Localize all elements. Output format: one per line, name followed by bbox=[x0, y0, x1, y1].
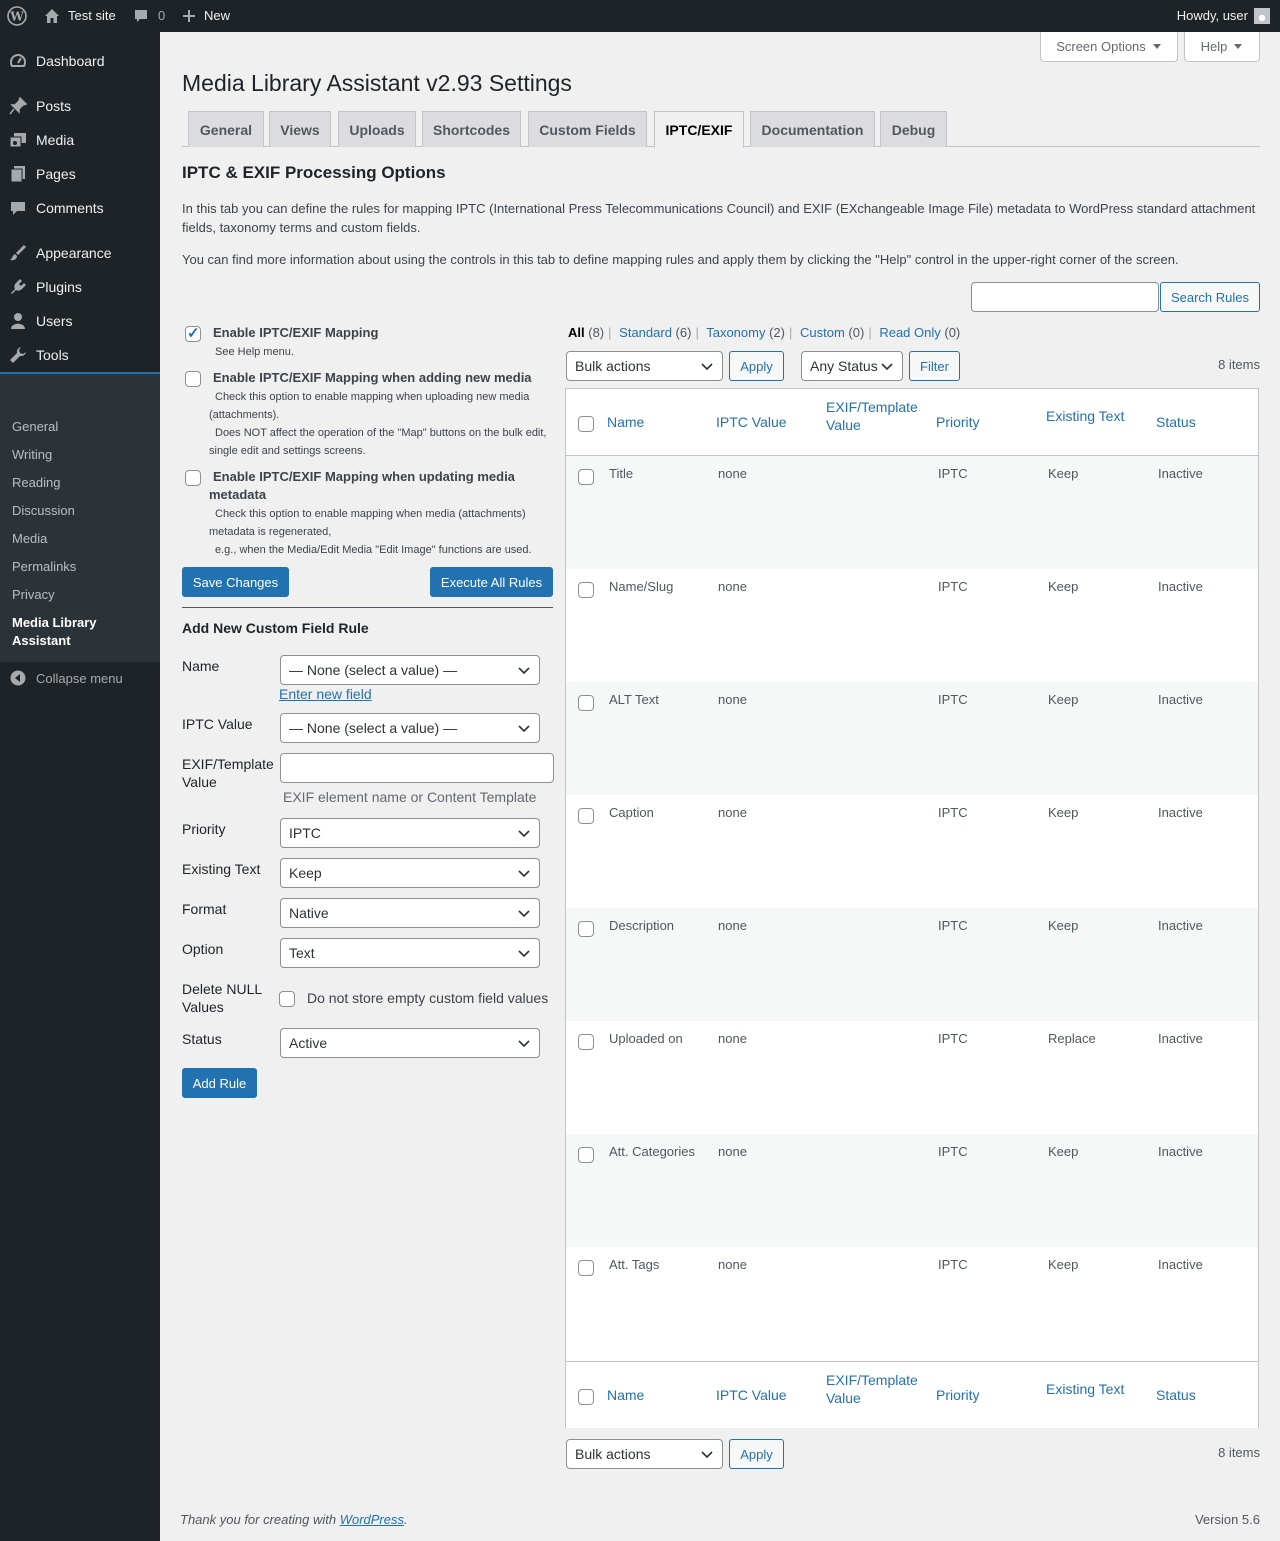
select-all-checkbox[interactable] bbox=[578, 1389, 594, 1405]
option-description: See Help menu. bbox=[215, 346, 294, 358]
submenu-reading[interactable]: Reading bbox=[12, 475, 61, 490]
submenu-discussion[interactable]: Discussion bbox=[12, 503, 75, 518]
my-account-link[interactable] bbox=[1177, 0, 1270, 32]
admin-bar bbox=[0, 0, 1280, 32]
submenu-privacy[interactable]: Privacy bbox=[12, 587, 55, 602]
pin-icon bbox=[0, 97, 36, 115]
menu-users[interactable] bbox=[0, 304, 160, 338]
add-rule-button[interactable]: Add Rule bbox=[182, 1068, 257, 1098]
submenu-general[interactable]: General bbox=[12, 419, 59, 434]
table-row bbox=[566, 908, 1258, 1021]
select-value: IPTC bbox=[289, 825, 321, 841]
menu-label: Appearance bbox=[36, 245, 112, 261]
site-name-link[interactable] bbox=[44, 0, 116, 32]
iptc-value-label: IPTC Value bbox=[182, 716, 253, 732]
menu-label: Users bbox=[36, 313, 73, 329]
enable-mapping-update-checkbox[interactable] bbox=[185, 470, 201, 486]
divider bbox=[182, 607, 553, 608]
cell-iptc-value: none bbox=[718, 1031, 747, 1046]
cell-priority: IPTC bbox=[938, 692, 968, 707]
cell-status: Inactive bbox=[1158, 1257, 1203, 1272]
cell-priority: IPTC bbox=[938, 805, 968, 820]
table-row bbox=[566, 569, 1258, 682]
table-row bbox=[566, 456, 1258, 569]
collapse-label: Collapse menu bbox=[36, 670, 123, 686]
new-label: New bbox=[204, 8, 231, 23]
search-rules-button[interactable]: Search Rules bbox=[1160, 282, 1260, 312]
tab-custom-fields[interactable]: Custom Fields bbox=[528, 111, 647, 147]
page-title: Media Library Assistant v2.93 Settings bbox=[182, 70, 572, 96]
menu-appearance[interactable] bbox=[0, 236, 160, 270]
cell-status: Inactive bbox=[1158, 1031, 1203, 1046]
help-button[interactable] bbox=[1184, 32, 1260, 62]
row-checkbox[interactable] bbox=[578, 1147, 594, 1163]
option-label: Enable IPTC/EXIF Mapping bbox=[213, 325, 379, 340]
select-value: Bulk actions bbox=[575, 358, 651, 374]
cell-priority: IPTC bbox=[938, 1257, 968, 1272]
table-footer bbox=[566, 1361, 1258, 1428]
row-checkbox[interactable] bbox=[578, 1260, 594, 1276]
name-select[interactable] bbox=[280, 655, 540, 685]
option-label: Option bbox=[182, 941, 224, 957]
cell-existing-text: Replace bbox=[1048, 1031, 1096, 1046]
existing-text-label: Existing Text bbox=[182, 861, 261, 877]
chevron-down-icon bbox=[700, 359, 714, 373]
caret-down-icon bbox=[1233, 39, 1243, 54]
submenu-permalinks[interactable]: Permalinks bbox=[12, 559, 77, 574]
settings-tabs bbox=[182, 111, 1260, 147]
menu-dashboard[interactable] bbox=[0, 44, 160, 78]
column-existing-text[interactable]: Existing Text bbox=[1046, 408, 1125, 424]
cell-existing-text: Keep bbox=[1048, 1257, 1079, 1272]
chevron-down-icon bbox=[517, 1036, 531, 1050]
items-count: 8 items bbox=[1218, 357, 1260, 372]
help-label: Help bbox=[1200, 39, 1228, 54]
cell-iptc-value: none bbox=[718, 805, 747, 820]
chevron-down-icon bbox=[517, 946, 531, 960]
rules-table bbox=[565, 388, 1259, 1428]
menu-label: Posts bbox=[36, 98, 72, 114]
select-value: — None (select a value) — bbox=[289, 720, 458, 736]
cell-status: Inactive bbox=[1158, 579, 1203, 594]
view-count: (0) bbox=[944, 325, 961, 340]
menu-label: Plugins bbox=[36, 279, 82, 295]
select-value: Bulk actions bbox=[575, 1446, 651, 1462]
cell-priority: IPTC bbox=[938, 918, 968, 933]
menu-label: Pages bbox=[36, 166, 76, 182]
existing-text-select[interactable] bbox=[280, 858, 540, 888]
comments-count: 0 bbox=[158, 8, 166, 23]
option-description: Check this option to enable mapping when uploading new media (attachments). bbox=[209, 391, 530, 421]
user-icon bbox=[0, 312, 36, 330]
home-icon bbox=[44, 8, 60, 24]
admin-sidebar bbox=[0, 32, 160, 1541]
tab-debug[interactable]: Debug bbox=[880, 111, 947, 147]
status-select[interactable] bbox=[280, 1028, 540, 1058]
wrench-icon bbox=[0, 346, 36, 364]
admin-footer bbox=[180, 1512, 408, 1527]
view-count: (2) bbox=[769, 325, 785, 340]
exif-template-label: EXIF/Template Value bbox=[182, 756, 274, 790]
option-label: Enable IPTC/EXIF Mapping when adding new media bbox=[213, 370, 532, 385]
apply-button-bottom[interactable]: Apply bbox=[729, 1439, 784, 1469]
row-checkbox[interactable] bbox=[578, 695, 594, 711]
cell-name[interactable]: Name/Slug bbox=[609, 579, 674, 594]
cell-iptc-value: none bbox=[718, 579, 747, 594]
enter-new-field-link[interactable]: Enter new field bbox=[279, 686, 372, 702]
menu-comments[interactable] bbox=[0, 191, 160, 225]
cell-name[interactable]: Description bbox=[609, 918, 675, 933]
priority-select[interactable] bbox=[280, 818, 540, 848]
tab-documentation[interactable]: Documentation bbox=[750, 111, 875, 147]
plugin-icon bbox=[0, 278, 36, 296]
cell-status: Inactive bbox=[1158, 692, 1203, 707]
collapse-menu-button[interactable] bbox=[0, 661, 160, 695]
cell-status: Inactive bbox=[1158, 918, 1203, 933]
bulk-actions-select[interactable] bbox=[566, 351, 723, 381]
search-rules-input[interactable] bbox=[971, 282, 1159, 312]
section-title: IPTC & EXIF Processing Options bbox=[182, 163, 446, 182]
menu-plugins[interactable] bbox=[0, 270, 160, 304]
column-iptc-value[interactable]: IPTC Value bbox=[716, 1387, 787, 1403]
view-count: (0) bbox=[848, 325, 865, 340]
column-status[interactable]: Status bbox=[1156, 414, 1196, 430]
cell-name[interactable]: Uploaded on bbox=[609, 1031, 683, 1046]
submenu-media[interactable]: Media bbox=[12, 531, 48, 546]
cell-name[interactable]: Title bbox=[609, 466, 634, 481]
priority-label: Priority bbox=[182, 821, 226, 837]
row-checkbox[interactable] bbox=[578, 921, 594, 937]
select-value: Text bbox=[289, 945, 315, 961]
column-status[interactable]: Status bbox=[1156, 1387, 1196, 1403]
option-select[interactable] bbox=[280, 938, 540, 968]
brush-icon bbox=[0, 244, 36, 262]
select-value: Keep bbox=[289, 865, 322, 881]
svg-text:W: W bbox=[10, 9, 24, 24]
rule-views: All (8) | Standard (6) | Taxonomy (2) | Custom (0) | Read Only (0) bbox=[568, 325, 961, 340]
tab-general[interactable]: General bbox=[188, 111, 264, 147]
select-value: Native bbox=[289, 905, 329, 921]
table-row bbox=[566, 1021, 1258, 1134]
menu-label: Comments bbox=[36, 200, 104, 216]
cell-existing-text: Keep bbox=[1048, 805, 1079, 820]
items-count-bottom: 8 items bbox=[1218, 1445, 1260, 1460]
table-row bbox=[566, 1247, 1258, 1360]
cell-status: Inactive bbox=[1158, 1144, 1203, 1159]
table-row bbox=[566, 1134, 1258, 1247]
wordpress-link[interactable]: WordPress bbox=[339, 1512, 404, 1527]
cell-iptc-value: none bbox=[718, 1144, 747, 1159]
table-row bbox=[566, 682, 1258, 795]
column-exif-template-value[interactable]: EXIF/Template Value bbox=[826, 1372, 918, 1406]
column-existing-text[interactable]: Existing Text bbox=[1046, 1381, 1125, 1397]
tab-views[interactable]: Views bbox=[269, 111, 331, 147]
save-changes-button[interactable]: Save Changes bbox=[182, 567, 289, 597]
chevron-down-icon bbox=[517, 906, 531, 920]
view-standard-link[interactable]: Standard bbox=[619, 325, 672, 340]
add-rule-title: Add New Custom Field Rule bbox=[182, 620, 369, 636]
version-text: Version 5.6 bbox=[1194, 1512, 1260, 1527]
delete-null-label: Delete NULL Values bbox=[182, 981, 262, 1015]
chevron-down-icon bbox=[700, 1447, 714, 1461]
table-header bbox=[566, 389, 1258, 456]
chevron-down-icon bbox=[517, 866, 531, 880]
cell-name[interactable]: ALT Text bbox=[609, 692, 659, 707]
view-custom-link[interactable]: Custom bbox=[800, 325, 845, 340]
format-select[interactable] bbox=[280, 898, 540, 928]
execute-all-rules-button[interactable]: Execute All Rules bbox=[430, 567, 553, 597]
footer-suffix: . bbox=[404, 1512, 408, 1527]
row-checkbox[interactable] bbox=[578, 582, 594, 598]
option-description: e.g., when the Media/Edit Media "Edit Image" functions are used. bbox=[215, 544, 532, 556]
caret-down-icon bbox=[1152, 39, 1162, 54]
column-name[interactable]: Name bbox=[607, 1387, 645, 1403]
menu-label: Media bbox=[36, 132, 75, 148]
media-icon bbox=[0, 131, 36, 149]
column-name[interactable]: Name bbox=[607, 414, 645, 430]
chevron-down-icon bbox=[517, 721, 531, 735]
chevron-down-icon bbox=[517, 663, 531, 677]
view-all-link[interactable]: All bbox=[568, 325, 585, 340]
comment-icon bbox=[0, 199, 36, 217]
row-checkbox[interactable] bbox=[578, 808, 594, 824]
view-count: (6) bbox=[675, 325, 692, 340]
help-paragraph: You can find more information about using the controls in this tab to define mapping rules and apply them by clicking the "Help" control in the upper-right corner of the screen. bbox=[182, 252, 1179, 267]
tab-uploads[interactable]: Uploads bbox=[338, 111, 416, 147]
select-value: Active bbox=[289, 1035, 328, 1051]
select-value: Any Status bbox=[810, 358, 878, 374]
enable-mapping-new-media-checkbox[interactable] bbox=[185, 371, 201, 387]
wordpress-logo-icon[interactable] bbox=[7, 0, 27, 32]
option-description: Check this option to enable mapping when media (attachments) metadata is regenerated, bbox=[209, 508, 526, 538]
menu-label: Tools bbox=[36, 347, 69, 363]
exif-template-input[interactable] bbox=[280, 753, 554, 783]
chevron-down-icon bbox=[517, 826, 531, 840]
cell-priority: IPTC bbox=[938, 1031, 968, 1046]
plus-icon bbox=[182, 9, 196, 23]
cell-status: Inactive bbox=[1158, 805, 1203, 820]
menu-posts[interactable] bbox=[0, 89, 160, 123]
iptc-value-select[interactable] bbox=[280, 713, 540, 743]
cell-iptc-value: none bbox=[718, 918, 747, 933]
select-all-checkbox[interactable] bbox=[578, 416, 594, 432]
new-content-link[interactable] bbox=[182, 0, 230, 32]
row-checkbox[interactable] bbox=[578, 469, 594, 485]
column-exif-template-value[interactable]: EXIF/Template Value bbox=[826, 399, 918, 433]
cell-name[interactable]: Att. Categories bbox=[609, 1144, 695, 1159]
column-iptc-value[interactable]: IPTC Value bbox=[716, 414, 787, 430]
format-label: Format bbox=[182, 901, 227, 917]
screen-options-button[interactable] bbox=[1040, 32, 1178, 62]
cell-existing-text: Keep bbox=[1048, 1144, 1079, 1159]
comment-bubble-icon bbox=[133, 8, 149, 24]
settings-submenu bbox=[0, 374, 160, 662]
option-label: Enable IPTC/EXIF Mapping when updating media metadata bbox=[209, 469, 515, 502]
page-icon bbox=[0, 165, 36, 183]
view-taxonomy-link[interactable]: Taxonomy bbox=[706, 325, 766, 340]
cell-status: Inactive bbox=[1158, 466, 1203, 481]
cell-iptc-value: none bbox=[718, 1257, 747, 1272]
cell-priority: IPTC bbox=[938, 579, 968, 594]
status-label: Status bbox=[182, 1031, 222, 1047]
submenu-media-library-assistant[interactable]: Media Library Assistant bbox=[12, 615, 97, 648]
exif-hint: EXIF element name or Content Template bbox=[283, 789, 537, 805]
cell-iptc-value: none bbox=[718, 466, 747, 481]
cell-existing-text: Keep bbox=[1048, 692, 1079, 707]
view-read-only-link[interactable]: Read Only bbox=[879, 325, 941, 340]
cell-existing-text: Keep bbox=[1048, 918, 1079, 933]
screen-options-label: Screen Options bbox=[1056, 39, 1146, 54]
tab-shortcodes[interactable]: Shortcodes bbox=[422, 111, 521, 147]
status-filter-select[interactable] bbox=[801, 351, 903, 381]
intro-paragraph: In this tab you can define the rules for mapping IPTC (International Press Telecommunications Council) and EXIF (EXchangeable Image File) metadata to WordPress standard attachment fields, taxonomy terms and custom fields. bbox=[182, 201, 1256, 235]
menu-media[interactable] bbox=[0, 123, 160, 157]
filter-button[interactable]: Filter bbox=[909, 351, 960, 381]
avatar bbox=[1254, 8, 1270, 24]
menu-label: Dashboard bbox=[36, 53, 105, 69]
tab-iptc-exif[interactable]: IPTC/EXIF bbox=[654, 111, 744, 148]
site-name: Test site bbox=[68, 8, 116, 23]
menu-tools[interactable] bbox=[0, 338, 160, 372]
cell-existing-text: Keep bbox=[1048, 466, 1079, 481]
submenu-writing[interactable]: Writing bbox=[12, 447, 53, 462]
column-priority[interactable]: Priority bbox=[936, 1387, 980, 1403]
select-value: — None (select a value) — bbox=[289, 662, 458, 678]
bulk-actions-select-bottom[interactable] bbox=[566, 1439, 723, 1469]
cell-name[interactable]: Att. Tags bbox=[609, 1257, 660, 1272]
dashboard-icon bbox=[0, 52, 36, 70]
option-description: Does NOT affect the operation of the "Map" buttons on the bulk edit, single edit and settings screens. bbox=[209, 427, 547, 457]
cell-existing-text: Keep bbox=[1048, 579, 1079, 594]
delete-null-checkbox[interactable] bbox=[279, 991, 295, 1007]
enable-mapping-checkbox[interactable] bbox=[185, 326, 201, 342]
name-label: Name bbox=[182, 658, 220, 674]
howdy-text: Howdy, user bbox=[1176, 8, 1248, 23]
collapse-arrow-icon bbox=[0, 670, 36, 686]
comments-link[interactable] bbox=[133, 0, 165, 32]
chevron-down-icon bbox=[880, 359, 894, 373]
cell-priority: IPTC bbox=[938, 466, 968, 481]
row-checkbox[interactable] bbox=[578, 1034, 594, 1050]
cell-iptc-value: none bbox=[718, 692, 747, 707]
column-priority[interactable]: Priority bbox=[936, 414, 980, 430]
apply-button[interactable]: Apply bbox=[729, 351, 784, 381]
menu-pages[interactable] bbox=[0, 157, 160, 191]
delete-null-checkbox-label: Do not store empty custom field values bbox=[307, 990, 549, 1006]
cell-priority: IPTC bbox=[938, 1144, 968, 1159]
cell-name[interactable]: Caption bbox=[609, 805, 654, 820]
table-row bbox=[566, 795, 1258, 908]
footer-text: Thank you for creating with bbox=[180, 1512, 340, 1527]
view-count: (8) bbox=[588, 325, 605, 340]
